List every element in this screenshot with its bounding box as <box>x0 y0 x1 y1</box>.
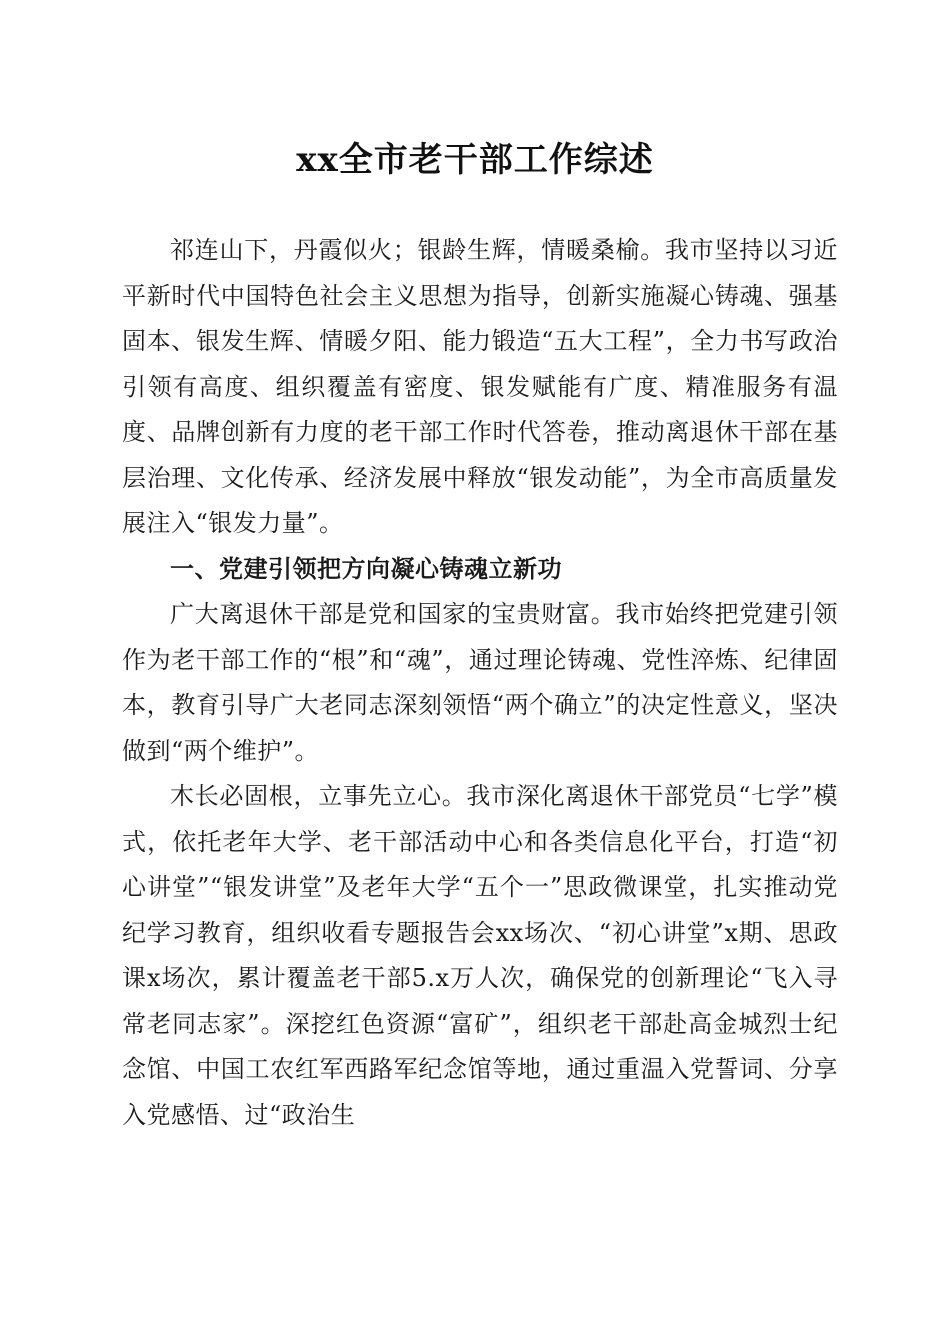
section-heading-1: 一、党建引领把方向凝心铸魂立新功 <box>170 554 562 583</box>
section-1-paragraph-2: 木长必固根，立事先立心。我市深化离退休干部党员“七学”模式，依托老年大学、老干部活动中心和各类信息化平台，打造“初心讲堂”“银发讲堂”及老年大学“五个一”思政微课堂，扎实推动党纪学习教育，组织收看专题报告会xx场次、“初心讲堂”x期、思政课x场次，累计覆盖老干部5.x万人次，确保党的创新理论“飞入寻常老同志家”。深挖红色资源“富矿”，组织老干部赴高金城烈士纪念馆、中国工农红军西路军纪念馆等地，通过重温入党誓词、分享入党感悟、过“政治生 <box>122 782 838 1129</box>
section-1-paragraph-1: 广大离退休干部是党和国家的宝贵财富。我市始终把党建引领作为老干部工作的“根”和“魂”，通过理论铸魂、党性淬炼、纪律固本，教育引导广大老同志深刻领悟“两个确立”的决定性意义，坚决做到“两个维护”。 <box>122 600 838 765</box>
intro-paragraph: 祁连山下，丹霞似火；银龄生辉，情暖桑榆。我市坚持以习近平新时代中国特色社会主义思想为指导，创新实施凝心铸魂、强基固本、银发生辉、情暖夕阳、能力锻造“五大工程”，全力书写政治引领有高度、组织覆盖有密度、银发赋能有广度、精准服务有温度、品牌创新有力度的老干部工作时代答卷，推动离退休干部在基层治理、文化传承、经济发展中释放“银发动能”，为全市高质量发展注入“银发力量”。 <box>122 236 838 537</box>
document-body <box>122 228 838 1138</box>
document-title: xx全市老干部工作综述 <box>296 140 654 180</box>
